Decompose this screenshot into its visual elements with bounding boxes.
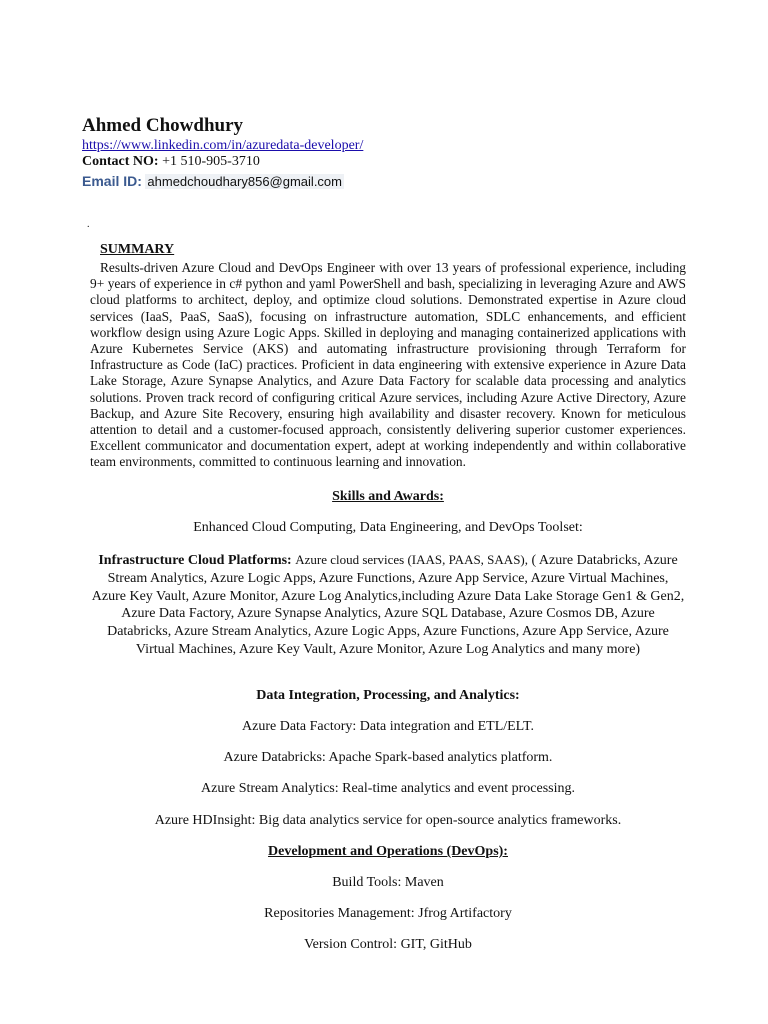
skills-heading: Skills and Awards: (332, 489, 444, 504)
candidate-name: Ahmed Chowdhury (82, 115, 244, 136)
toolset-line: Enhanced Cloud Computing, Data Engineering, and DevOps Toolset: (193, 520, 583, 535)
skill-hdinsight: Azure HDInsight: Big data analytics service for open-source analytics frameworks. (154, 813, 622, 828)
data-analytics-heading: Data Integration, Processing, and Analytics: (256, 688, 520, 703)
email-label: Email ID: (82, 173, 142, 189)
contact-value: +1 510-905-3710 (162, 154, 260, 169)
devops-heading: Development and Operations (DevOps): (268, 844, 508, 859)
summary-body: Results-driven Azure Cloud and DevOps Engineer with over 13 years of professional experience, including 9+ years of experience in c# python and yaml PowerShell and bash, specializing in leveraging Azure and AWS cloud platforms to architect, deploy, and optimize cloud solutions. Demonstrated expertise in Azure cloud services (IaaS, PaaS, SaaS), focusing on infrastructure automation, SDLC enhancements, and efficient workflow design using Azure Logic Apps. Skilled in deploying and managing containerized applications with Azure Kubernetes Service (AKS) and automating infrastructure provisioning through Terraform for Infrastructure as Code (IaC) practices. Proficient in data engineering with extensive experience in Azure Data Lake Storage, Azure Synapse Analytics, and Azure Data Factory for scalable data processing and analytics solutions. Proven track record of configuring critical Azure services, including Azure Active Directory, Azure Backup, and Azure Site Recovery, ensuring high availability and disaster recovery. Known for meticulous attention to detail and a customer-focused approach, consistently delivering superior customer experiences. Excellent communicator and documentation expert, adept at working independently and within collaborative team environments, committed to continuous learning and innovation. (90, 260, 686, 470)
linkedin-link[interactable]: https://www.linkedin.com/in/azuredata-developer/ (82, 138, 364, 153)
email-value[interactable]: ahmedchoudhary856@gmail.com (147, 174, 342, 189)
contact-label: Contact NO: (82, 154, 159, 169)
skill-databricks: Azure Databricks: Apache Spark-based analytics platform. (223, 750, 553, 765)
skill-version-control: Version Control: GIT, GitHub (304, 937, 472, 952)
contact-line (82, 154, 260, 170)
skill-data-factory: Azure Data Factory: Data integration and ETL/ELT. (242, 719, 534, 734)
infrastructure-list: ( Azure Databricks, Azure Stream Analytics, Azure Logic Apps, Azure Functions, Azure App Service, Azure Virtual Machines, Azure Key Vault, Azure Monitor, Azure Log Analytics,including Azure Data Lake Storage Gen1 & Gen2, Azure Data Factory, Azure Synapse Analytics, Azure SQL Database, Azure Cosmos DB, Azure Databricks, Azure Stream Analytics, Azure Logic Apps, Azure Functions, Azure App Service, Azure Virtual Machines, Azure Key Vault, Azure Monitor, Azure Log Analytics and many more) (91, 553, 685, 657)
skill-build-tools: Build Tools: Maven (332, 875, 444, 890)
skill-stream-analytics: Azure Stream Analytics: Real-time analytics and event processing. (201, 781, 575, 796)
stray-dot: . (87, 219, 90, 230)
email-line (82, 173, 344, 191)
infrastructure-platforms (90, 551, 686, 659)
skill-repositories: Repositories Management: Jfrog Artifactory (264, 906, 512, 921)
summary-heading: SUMMARY (100, 242, 175, 257)
infrastructure-services: Azure cloud services (IAAS, PAAS, SAAS), (295, 552, 528, 567)
infrastructure-label: Infrastructure Cloud Platforms: (98, 553, 292, 568)
